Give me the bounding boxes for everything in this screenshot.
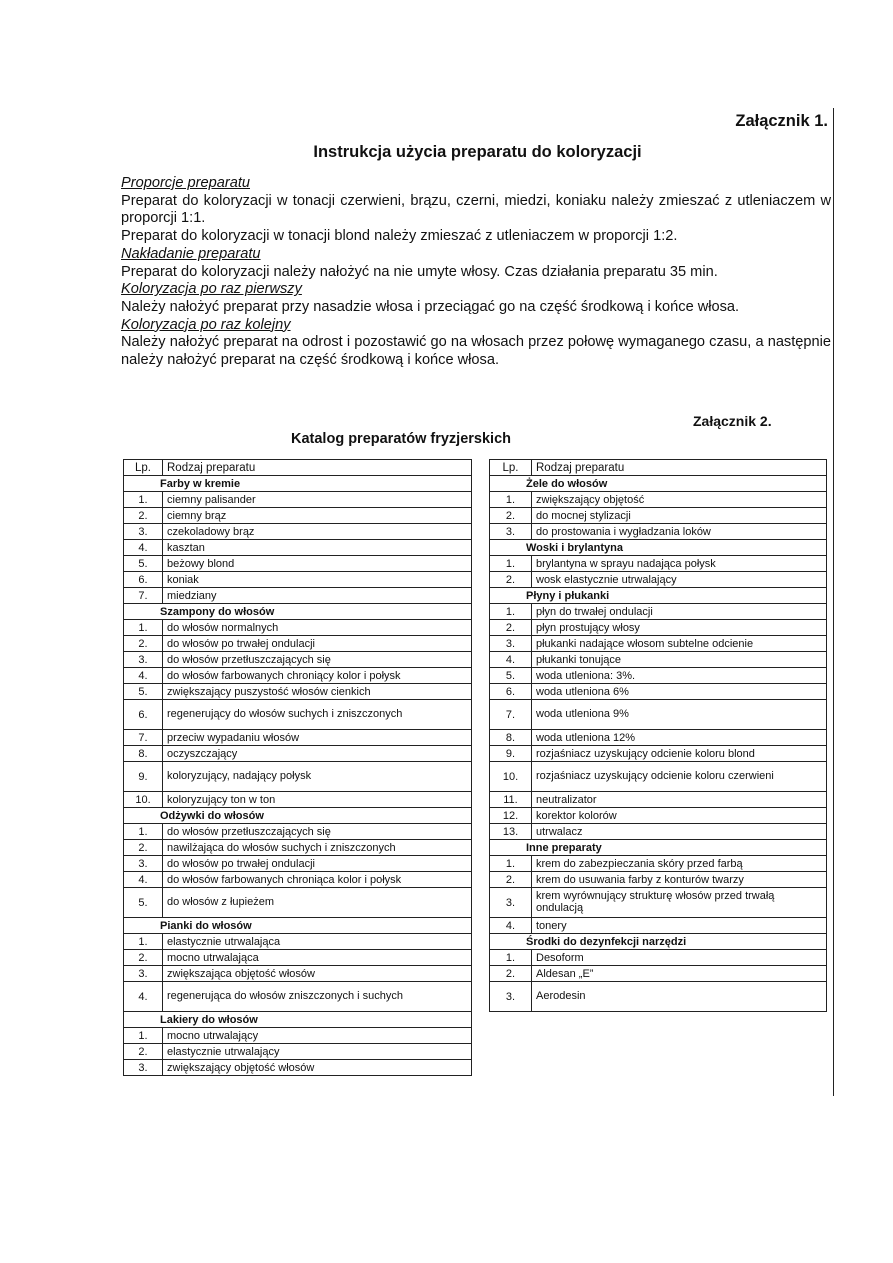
item-name: ciemny palisander: [163, 492, 472, 508]
paragraph: Należy nałożyć preparat na odrost i pozostawić go na włosach przez połowę wymaganego czasu, a następnie należy nałożyć preparat na część środkową i końce włosa.: [121, 334, 831, 369]
item-number: 2.: [490, 508, 532, 524]
attachment-2-label: Załącznik 2.: [693, 413, 772, 429]
table-row: [124, 1060, 472, 1076]
item-number: 7.: [124, 730, 163, 746]
item-name: do mocnej stylizacji: [532, 508, 827, 524]
section-title: Odżywki do włosów: [124, 808, 472, 824]
item-number: 11.: [490, 792, 532, 808]
table-row: [490, 700, 827, 730]
item-number: 5.: [124, 684, 163, 700]
item-number: 3.: [490, 982, 532, 1012]
item-name: woda utleniona 12%: [532, 730, 827, 746]
catalog-title: Katalog preparatów fryzjerskich: [291, 431, 511, 447]
item-name: regenerująca do włosów zniszczonych i suchych: [163, 982, 472, 1012]
item-name: zwiększający puszystość włosów cienkich: [163, 684, 472, 700]
item-number: 2.: [490, 872, 532, 888]
paragraph: Preparat do koloryzacji w tonacji blond należy zmieszać z utleniaczem w proporcji 1:2.: [121, 228, 678, 245]
section-heading: Koloryzacja po raz pierwszy: [121, 281, 302, 298]
table-row: [490, 918, 827, 934]
section-heading: Koloryzacja po raz kolejny: [121, 316, 291, 333]
section-row: [490, 934, 827, 950]
item-name: oczyszczający: [163, 746, 472, 762]
item-name: mocno utrwalająca: [163, 950, 472, 966]
table-row: [124, 1044, 472, 1060]
section-heading: Nakładanie preparatu: [121, 245, 261, 262]
paragraph: Należy nałożyć preparat przy nasadzie włosa i przeciągać go na część środkową i końce włosa.: [121, 298, 740, 315]
table-row: [124, 888, 472, 918]
table-row: [124, 872, 472, 888]
lp-header: Lp.: [124, 460, 163, 476]
table-row: [124, 824, 472, 840]
section-title: Woski i brylantyna: [490, 540, 827, 556]
table-row: [490, 556, 827, 572]
instruction-title: Instrukcja użycia preparatu do koloryzacji: [313, 143, 642, 161]
lp-header: Lp.: [490, 460, 532, 476]
item-number: 10.: [490, 762, 532, 792]
section-title: Szampony do włosów: [124, 604, 472, 620]
section-row: [490, 540, 827, 556]
item-name: brylantyna w sprayu nadająca połysk: [532, 556, 827, 572]
table-row: [124, 966, 472, 982]
table-row: [124, 950, 472, 966]
item-number: 1.: [490, 950, 532, 966]
section-title: Środki do dezynfekcji narzędzi: [490, 934, 827, 950]
table-row: [490, 762, 827, 792]
item-number: 5.: [124, 556, 163, 572]
item-name: Aldesan „E”: [532, 966, 827, 982]
item-number: 3.: [124, 524, 163, 540]
table-row: [124, 982, 472, 1012]
table-row: [490, 730, 827, 746]
item-name: zwiększający objętość: [532, 492, 827, 508]
item-number: 4.: [124, 540, 163, 556]
item-number: 1.: [124, 620, 163, 636]
item-number: 6.: [124, 700, 163, 730]
item-number: 5.: [124, 888, 163, 918]
item-number: 1.: [490, 492, 532, 508]
item-number: 5.: [490, 668, 532, 684]
table-row: [490, 950, 827, 966]
section-row: [124, 476, 472, 492]
item-number: 2.: [124, 950, 163, 966]
item-number: 3.: [124, 966, 163, 982]
item-name: zwiększająca objętość włosów: [163, 966, 472, 982]
table-row: [490, 856, 827, 872]
section-title: Farby w kremie: [124, 476, 472, 492]
attachment-1-label: Załącznik 1.: [735, 112, 828, 130]
item-name: do włosów farbowanych chroniący kolor i połysk: [163, 668, 472, 684]
item-name: płyn prostujący włosy: [532, 620, 827, 636]
table-row: [124, 508, 472, 524]
table-row: [124, 572, 472, 588]
table-row: [124, 840, 472, 856]
item-name: płukanki nadające włosom subtelne odcienie: [532, 636, 827, 652]
item-name: zwiększający objętość włosów: [163, 1060, 472, 1076]
table-row: [124, 746, 472, 762]
item-number: 1.: [124, 492, 163, 508]
section-title: Inne preparaty: [490, 840, 827, 856]
item-number: 1.: [490, 604, 532, 620]
section-title: Lakiery do włosów: [124, 1012, 472, 1028]
item-name: elastycznie utrwalająca: [163, 934, 472, 950]
item-number: 9.: [124, 762, 163, 792]
item-name: koniak: [163, 572, 472, 588]
table-row: [124, 1028, 472, 1044]
table-row: [490, 872, 827, 888]
item-number: 1.: [124, 824, 163, 840]
type-header: Rodzaj preparatu: [163, 460, 472, 476]
item-number: 2.: [490, 620, 532, 636]
item-name: utrwalacz: [532, 824, 827, 840]
item-name: elastycznie utrwalający: [163, 1044, 472, 1060]
section-row: [124, 1012, 472, 1028]
item-number: 3.: [124, 856, 163, 872]
table-row: [124, 492, 472, 508]
item-number: 2.: [124, 508, 163, 524]
table-row: [124, 792, 472, 808]
item-name: do włosów przetłuszczających się: [163, 652, 472, 668]
item-number: 2.: [124, 840, 163, 856]
item-name: kasztan: [163, 540, 472, 556]
item-name: rozjaśniacz uzyskujący odcienie koloru czerwieni: [532, 762, 827, 792]
item-name: krem wyrównujący strukturę włosów przed trwałą ondulacją: [532, 888, 827, 918]
item-number: 1.: [124, 934, 163, 950]
table-row: [490, 508, 827, 524]
table-row: [124, 730, 472, 746]
item-number: 6.: [490, 684, 532, 700]
item-name: przeciw wypadaniu włosów: [163, 730, 472, 746]
table-header-row: [490, 460, 827, 476]
item-name: do włosów z łupieżem: [163, 888, 472, 918]
paragraph: Preparat do koloryzacji w tonacji czerwieni, brązu, czerni, miedzi, koniaku należy zmieszać z utleniaczem w proporcji 1:1.: [121, 192, 831, 227]
item-number: 3.: [124, 652, 163, 668]
table-row: [124, 762, 472, 792]
item-number: 3.: [490, 888, 532, 918]
table-row: [490, 620, 827, 636]
table-row: [490, 746, 827, 762]
item-number: 1.: [490, 556, 532, 572]
table-row: [490, 888, 827, 918]
item-number: 1.: [490, 856, 532, 872]
section-row: [490, 588, 827, 604]
table-row: [124, 556, 472, 572]
item-name: koloryzujący ton w ton: [163, 792, 472, 808]
item-name: ciemny brąz: [163, 508, 472, 524]
table-row: [490, 792, 827, 808]
table-row: [490, 824, 827, 840]
item-name: do włosów normalnych: [163, 620, 472, 636]
table-row: [124, 588, 472, 604]
section-title: Pianki do włosów: [124, 918, 472, 934]
item-name: tonery: [532, 918, 827, 934]
item-name: korektor kolorów: [532, 808, 827, 824]
catalog-table-left: [123, 459, 472, 1076]
table-row: [124, 540, 472, 556]
item-number: 4.: [490, 918, 532, 934]
item-name: do włosów po trwałej ondulacji: [163, 636, 472, 652]
item-name: do włosów farbowanych chroniąca kolor i połysk: [163, 872, 472, 888]
item-name: beżowy blond: [163, 556, 472, 572]
section-title: Płyny i płukanki: [490, 588, 827, 604]
item-name: regenerujący do włosów suchych i zniszczonych: [163, 700, 472, 730]
instruction-body: [121, 175, 831, 370]
item-name: koloryzujący, nadający połysk: [163, 762, 472, 792]
item-number: 12.: [490, 808, 532, 824]
item-name: woda utleniona 6%: [532, 684, 827, 700]
item-number: 3.: [490, 524, 532, 540]
item-name: neutralizator: [532, 792, 827, 808]
table-row: [124, 620, 472, 636]
item-number: 9.: [490, 746, 532, 762]
table-row: [490, 604, 827, 620]
item-name: miedziany: [163, 588, 472, 604]
item-name: nawilżająca do włosów suchych i zniszczonych: [163, 840, 472, 856]
item-name: krem do zabezpieczania skóry przed farbą: [532, 856, 827, 872]
table-row: [124, 668, 472, 684]
table-row: [490, 572, 827, 588]
item-name: do włosów przetłuszczających się: [163, 824, 472, 840]
item-name: Aerodesin: [532, 982, 827, 1012]
item-name: do prostowania i wygładzania loków: [532, 524, 827, 540]
item-number: 13.: [490, 824, 532, 840]
item-number: 4.: [124, 872, 163, 888]
table-row: [490, 492, 827, 508]
item-name: woda utleniona: 3%.: [532, 668, 827, 684]
table-row: [490, 524, 827, 540]
item-name: czekoladowy brąz: [163, 524, 472, 540]
section-row: [124, 808, 472, 824]
table-row: [490, 808, 827, 824]
table-row: [124, 524, 472, 540]
item-number: 8.: [124, 746, 163, 762]
right-margin-line: [833, 108, 834, 1096]
table-header-row: [124, 460, 472, 476]
item-number: 2.: [124, 1044, 163, 1060]
table-row: [124, 684, 472, 700]
item-number: 3.: [124, 1060, 163, 1076]
item-number: 7.: [490, 700, 532, 730]
section-title: Żele do włosów: [490, 476, 827, 492]
section-row: [124, 604, 472, 620]
table-row: [124, 652, 472, 668]
table-row: [490, 684, 827, 700]
table-row: [490, 652, 827, 668]
item-name: wosk elastycznie utrwalający: [532, 572, 827, 588]
type-header: Rodzaj preparatu: [532, 460, 827, 476]
table-row: [490, 966, 827, 982]
item-name: płukanki tonujące: [532, 652, 827, 668]
table-row: [124, 856, 472, 872]
section-heading: Proporcje preparatu: [121, 175, 250, 191]
table-row: [490, 982, 827, 1012]
item-number: 4.: [124, 668, 163, 684]
item-name: do włosów po trwałej ondulacji: [163, 856, 472, 872]
catalog-table-right: [489, 459, 827, 1012]
table-row: [124, 636, 472, 652]
item-name: mocno utrwalający: [163, 1028, 472, 1044]
item-name: rozjaśniacz uzyskujący odcienie koloru blond: [532, 746, 827, 762]
item-number: 10.: [124, 792, 163, 808]
section-row: [490, 476, 827, 492]
item-number: 2.: [490, 572, 532, 588]
table-row: [490, 636, 827, 652]
table-row: [490, 668, 827, 684]
item-number: 1.: [124, 1028, 163, 1044]
item-name: woda utleniona 9%: [532, 700, 827, 730]
item-name: płyn do trwałej ondulacji: [532, 604, 827, 620]
item-name: Desoform: [532, 950, 827, 966]
item-number: 3.: [490, 636, 532, 652]
table-row: [124, 934, 472, 950]
item-number: 2.: [124, 636, 163, 652]
item-number: 2.: [490, 966, 532, 982]
section-row: [124, 918, 472, 934]
paragraph: Preparat do koloryzacji należy nałożyć na nie umyte włosy. Czas działania preparatu 35 min.: [121, 263, 718, 280]
item-name: krem do usuwania farby z konturów twarzy: [532, 872, 827, 888]
item-number: 8.: [490, 730, 532, 746]
table-row: [124, 700, 472, 730]
section-row: [490, 840, 827, 856]
item-number: 6.: [124, 572, 163, 588]
item-number: 7.: [124, 588, 163, 604]
item-number: 4.: [124, 982, 163, 1012]
item-number: 4.: [490, 652, 532, 668]
